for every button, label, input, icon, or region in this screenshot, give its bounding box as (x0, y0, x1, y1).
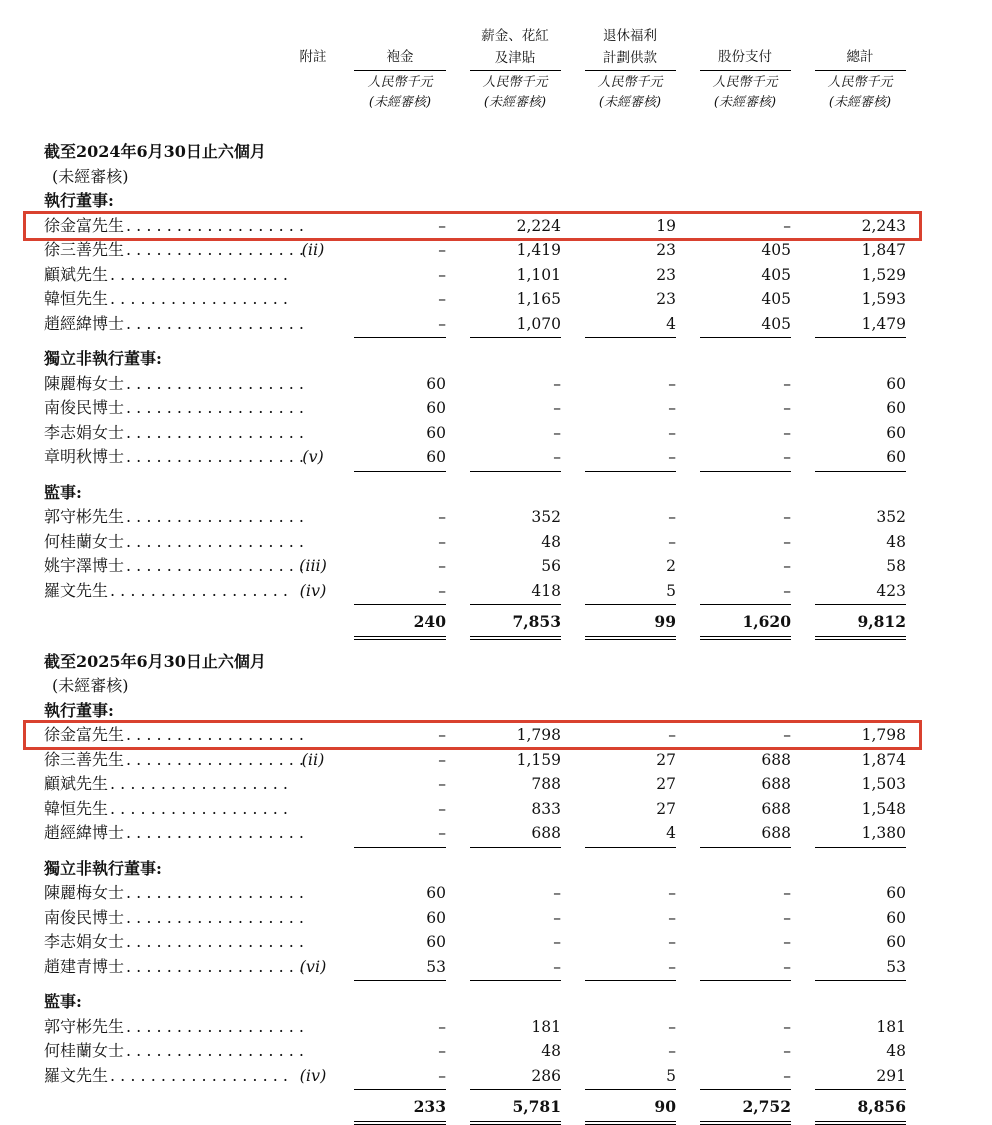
group-subtotal-rule (815, 604, 906, 605)
table-cell-value: 1,419 (516, 241, 561, 259)
total-double-rule (470, 1121, 561, 1122)
table-cell-value: – (438, 532, 446, 551)
table-total-value: 240 (413, 612, 446, 631)
director-name: 郭守彬先生 (44, 1016, 125, 1036)
director-name: 郭守彬先生 (44, 507, 125, 526)
table-cell-value: 1,159 (516, 750, 561, 769)
dot-leader: . . . . . . . . . . . . . . . . . . (126, 823, 305, 842)
group-subtotal-rule (815, 980, 906, 981)
director-name: 李志娟女士 (44, 932, 125, 951)
table-cell-value: – (783, 557, 791, 575)
director-name: 南俊民博士 (44, 907, 125, 927)
table-cell-value: 53 (886, 957, 906, 976)
column-header-rule (354, 70, 446, 71)
director-name: 南俊民博士 (44, 398, 125, 417)
table-cell-value: – (783, 216, 791, 235)
group-subtotal-rule (700, 847, 791, 848)
table-cell-value: 2 (666, 557, 676, 575)
column-header-rule (470, 70, 561, 71)
table-cell-value: – (668, 399, 676, 417)
total-double-rule (700, 639, 791, 640)
dot-leader: . . . . . . . . . . . . . . . . . . (126, 556, 305, 575)
director-name: 陳麗梅女士 (44, 373, 125, 393)
table-total-value: 90 (654, 1097, 676, 1116)
column-unit-label: (未經審核) (368, 95, 432, 110)
table-cell-value: 405 (761, 314, 791, 333)
group-subtotal-rule (470, 337, 561, 338)
period-heading: (未經審核) (52, 676, 129, 695)
table-cell-value: 405 (761, 241, 791, 259)
table-cell-value: – (668, 532, 676, 551)
dot-leader: . . . . . . . . . . . . . . . . . . (110, 798, 289, 818)
table-cell-value: 48 (886, 1042, 906, 1060)
table-cell-value: 4 (666, 824, 676, 842)
director-name: 顧斌先生 (44, 264, 109, 284)
director-name: 陳麗梅女士 (44, 883, 125, 902)
dot-leader: . . . . . . . . . . . . . . . . . . (126, 507, 305, 526)
table-cell-value: 48 (886, 532, 906, 551)
table-cell-value: 48 (541, 532, 561, 551)
note-reference: (vi) (299, 956, 327, 976)
table-cell-value: – (438, 824, 446, 842)
table-cell-value: 2,224 (516, 216, 561, 235)
table-cell-value: 405 (761, 265, 791, 284)
group-subtotal-rule (470, 471, 561, 472)
group-subtotal-rule (585, 337, 676, 338)
group-subtotal-rule (700, 1089, 791, 1090)
dot-leader: . . . . . . . . . . . . . . . . . . (126, 907, 305, 927)
table-total-value: 2,752 (742, 1097, 791, 1116)
table-total-value: 99 (654, 612, 676, 631)
table-total-value: 1,620 (742, 612, 791, 631)
group-subtotal-rule (815, 1089, 906, 1090)
column-header-title: 退休福利 (603, 28, 657, 44)
table-cell-value: – (668, 374, 676, 393)
director-name: 何桂蘭女士 (44, 531, 125, 551)
dot-leader: . . . . . . . . . . . . . . . . . . (126, 313, 305, 333)
table-cell-value: – (783, 448, 791, 466)
table-cell-value: 688 (761, 750, 791, 769)
table-total-value: 233 (413, 1097, 446, 1116)
total-double-rule (585, 636, 676, 637)
dot-leader: . . . . . . . . . . . . . . . . . . (110, 580, 289, 600)
total-double-rule (470, 639, 561, 640)
group-subtotal-rule (585, 471, 676, 472)
table-cell-value: 23 (656, 265, 676, 284)
group-subtotal-rule (815, 847, 906, 848)
group-subtotal-rule (354, 1089, 446, 1090)
table-total-value: 9,812 (857, 612, 906, 631)
total-double-rule (700, 1124, 791, 1125)
dot-leader: . . . . . . . . . . . . . . . . . . (126, 749, 305, 769)
dot-leader: . . . . . . . . . . . . . . . . . . (126, 215, 305, 235)
group-subtotal-rule (585, 980, 676, 981)
group-subtotal-rule (354, 337, 446, 338)
table-cell-value: 5 (666, 581, 676, 600)
table-cell-value: 286 (531, 1066, 561, 1085)
group-subtotal-rule (470, 1089, 561, 1090)
note-reference: (ii) (301, 749, 325, 769)
total-double-rule (815, 636, 906, 637)
table-cell-value: 5 (666, 1066, 676, 1085)
table-cell-value: – (783, 884, 791, 902)
period-heading: 截至2025年6月30日止六個月 (44, 651, 266, 671)
dot-leader: . . . . . . . . . . . . . . . . . . (126, 531, 305, 551)
table-cell-value: 23 (656, 290, 676, 308)
table-cell-value: – (783, 1017, 791, 1036)
table-cell-value: – (783, 581, 791, 600)
table-cell-value: 23 (656, 241, 676, 259)
column-header-title: 薪金、花紅 (481, 28, 549, 44)
group-subtotal-rule (470, 847, 561, 848)
table-cell-value: 405 (761, 290, 791, 308)
table-cell-value: 1,874 (861, 750, 906, 769)
table-cell-value: 833 (531, 799, 561, 818)
table-cell-value: – (553, 884, 561, 902)
dot-leader: . . . . . . . . . . . . . . . . . . (110, 1065, 289, 1085)
table-cell-value: 1,479 (861, 314, 906, 333)
dot-leader: . . . . . . . . . . . . . . . . . . (126, 725, 305, 744)
dot-leader: . . . . . . . . . . . . . . . . . . (126, 398, 305, 417)
table-cell-value: 181 (876, 1017, 906, 1036)
table-cell-value: 688 (761, 799, 791, 818)
table-cell-value: – (668, 448, 676, 466)
total-double-rule (700, 636, 791, 637)
director-name: 徐三善先生 (44, 240, 125, 259)
director-name: 姚宇澤博士 (44, 556, 125, 575)
table-cell-value: 60 (426, 884, 446, 902)
note-reference: (v) (302, 447, 324, 466)
column-unit-label: 人民幣千元 (482, 75, 548, 90)
table-cell-value: 418 (531, 581, 561, 600)
note-column-header: 附註 (299, 49, 327, 65)
table-cell-value: 60 (426, 374, 446, 393)
table-cell-value: 688 (761, 775, 791, 793)
table-cell-value: 1,165 (516, 290, 561, 308)
table-cell-value: – (553, 374, 561, 393)
table-total-value: 5,781 (512, 1097, 561, 1116)
table-cell-value: – (783, 399, 791, 417)
table-cell-value: 27 (656, 750, 676, 769)
table-cell-value: – (438, 1042, 446, 1060)
table-cell-value: – (438, 726, 446, 744)
note-reference: (iv) (299, 1065, 327, 1085)
table-cell-value: – (783, 957, 791, 976)
group-subtotal-rule (470, 604, 561, 605)
table-cell-value: 1,101 (516, 265, 561, 284)
total-double-rule (815, 1121, 906, 1122)
dot-leader: . . . . . . . . . . . . . . . . . . (126, 422, 305, 442)
table-cell-value: – (553, 423, 561, 442)
director-name: 羅文先生 (44, 1065, 109, 1085)
table-cell-value: 60 (426, 908, 446, 927)
table-cell-value: 1,548 (861, 799, 906, 818)
table-cell-value: 423 (876, 581, 906, 600)
group-subtotal-rule (354, 847, 446, 848)
table-cell-value: 19 (656, 216, 676, 235)
group-subtotal-rule (585, 604, 676, 605)
total-double-rule (470, 636, 561, 637)
group-subtotal-rule (815, 337, 906, 338)
group-subtotal-rule (354, 471, 446, 472)
table-cell-value: – (668, 423, 676, 442)
table-cell-value: 60 (886, 884, 906, 902)
total-double-rule (354, 1121, 446, 1122)
group-subtotal-rule (700, 604, 791, 605)
director-name: 徐三善先生 (44, 749, 125, 769)
table-cell-value: 60 (426, 399, 446, 417)
column-header-rule (815, 70, 906, 71)
table-cell-value: 1,070 (516, 314, 561, 333)
total-double-rule (354, 1124, 446, 1125)
dot-leader: . . . . . . . . . . . . . . . . . . (126, 447, 305, 466)
table-cell-value: 60 (426, 423, 446, 442)
table-cell-value: – (668, 884, 676, 902)
total-double-rule (585, 1121, 676, 1122)
group-subtotal-rule (815, 471, 906, 472)
table-cell-value: – (553, 399, 561, 417)
table-cell-value: 60 (886, 399, 906, 417)
group-label: 監事: (44, 992, 82, 1011)
group-label: 監事: (44, 482, 82, 502)
table-cell-value: – (668, 508, 676, 526)
table-cell-value: 58 (886, 557, 906, 575)
director-name: 趙建青博士 (44, 956, 125, 976)
column-header-rule (585, 70, 676, 71)
group-subtotal-rule (585, 847, 676, 848)
table-cell-value: – (783, 508, 791, 526)
director-name: 顧斌先生 (44, 774, 109, 793)
total-double-rule (585, 639, 676, 640)
dot-leader: . . . . . . . . . . . . . . . . . . (126, 956, 305, 976)
table-cell-value: 1,593 (861, 290, 906, 308)
table-cell-value: 60 (886, 423, 906, 442)
group-subtotal-rule (700, 980, 791, 981)
table-cell-value: 60 (886, 908, 906, 927)
column-unit-label: (未經審核) (713, 95, 777, 110)
column-unit-label: 人民幣千元 (597, 75, 663, 90)
column-header-title: 袍金 (386, 49, 414, 65)
table-total-value: 7,853 (512, 612, 561, 631)
table-cell-value: – (783, 908, 791, 927)
dot-leader: . . . . . . . . . . . . . . . . . . (126, 1041, 305, 1060)
group-label: 執行董事: (44, 191, 114, 210)
dot-leader: . . . . . . . . . . . . . . . . . . (126, 1016, 305, 1036)
table-cell-value: 181 (531, 1017, 561, 1036)
group-subtotal-rule (354, 604, 446, 605)
group-subtotal-rule (354, 980, 446, 981)
group-subtotal-rule (585, 1089, 676, 1090)
dot-leader: . . . . . . . . . . . . . . . . . . (126, 373, 305, 393)
dot-leader: . . . . . . . . . . . . . . . . . . (126, 883, 305, 902)
note-reference: (iii) (299, 556, 327, 575)
dot-leader: . . . . . . . . . . . . . . . . . . (110, 264, 289, 284)
table-cell-value: 788 (531, 775, 561, 793)
director-name: 徐金富先生 (44, 725, 125, 744)
table-cell-value: – (668, 1017, 676, 1036)
total-double-rule (585, 1124, 676, 1125)
group-subtotal-rule (700, 337, 791, 338)
table-cell-value: – (668, 957, 676, 976)
table-cell-value: 1,380 (861, 824, 906, 842)
table-cell-value: – (438, 290, 446, 308)
director-name: 何桂蘭女士 (44, 1041, 125, 1060)
table-cell-value: – (438, 750, 446, 769)
note-reference: (iv) (299, 580, 327, 600)
note-reference: (ii) (301, 240, 325, 259)
director-name: 韓恒先生 (44, 798, 109, 818)
table-cell-value: 1,529 (861, 265, 906, 284)
total-double-rule (354, 639, 446, 640)
table-cell-value: – (438, 1066, 446, 1085)
table-cell-value: – (438, 581, 446, 600)
table-cell-value: 1,798 (516, 726, 561, 744)
table-cell-value: 688 (761, 824, 791, 842)
group-subtotal-rule (700, 471, 791, 472)
column-unit-label: (未經審核) (828, 95, 892, 110)
table-cell-value: 1,847 (861, 241, 906, 259)
table-cell-value: – (553, 908, 561, 927)
table-cell-value: 53 (426, 957, 446, 976)
table-cell-value: 56 (541, 557, 561, 575)
column-header-title: 股份支付 (718, 49, 772, 65)
table-cell-value: 1,503 (861, 775, 906, 793)
table-cell-value: – (668, 726, 676, 744)
table-cell-value: – (668, 933, 676, 951)
table-cell-value: 60 (886, 374, 906, 393)
column-unit-label: (未經審核) (598, 95, 662, 110)
director-name: 韓恒先生 (44, 289, 109, 308)
table-cell-value: 27 (656, 799, 676, 818)
group-label: 獨立非執行董事: (44, 349, 162, 368)
table-cell-value: – (783, 423, 791, 442)
table-cell-value: – (553, 933, 561, 951)
table-cell-value: – (438, 241, 446, 259)
director-name: 徐金富先生 (44, 215, 125, 235)
dot-leader: . . . . . . . . . . . . . . . . . . (110, 774, 289, 793)
table-cell-value: – (438, 1017, 446, 1036)
highlight-box (23, 211, 922, 241)
table-cell-value: 352 (531, 508, 561, 526)
table-cell-value: – (783, 374, 791, 393)
director-name: 趙經緯博士 (44, 313, 125, 333)
table-cell-value: 48 (541, 1042, 561, 1060)
total-double-rule (700, 1121, 791, 1122)
table-cell-value: 60 (426, 933, 446, 951)
table-cell-value: 4 (666, 314, 676, 333)
table-cell-value: 688 (531, 824, 561, 842)
table-cell-value: 2,243 (861, 216, 906, 235)
director-name: 章明秋博士 (44, 447, 125, 466)
group-subtotal-rule (470, 980, 561, 981)
column-header-title: 總計 (846, 49, 874, 65)
table-cell-value: 60 (886, 448, 906, 466)
table-cell-value: – (438, 265, 446, 284)
director-name: 李志娟女士 (44, 422, 125, 442)
column-unit-label: 人民幣千元 (827, 75, 893, 90)
total-double-rule (354, 636, 446, 637)
table-cell-value: – (783, 1042, 791, 1060)
table-total-value: 8,856 (857, 1097, 906, 1116)
total-double-rule (470, 1124, 561, 1125)
table-cell-value: 60 (886, 933, 906, 951)
table-cell-value: – (783, 1066, 791, 1085)
table-cell-value: – (783, 726, 791, 744)
table-cell-value: 27 (656, 775, 676, 793)
table-cell-value: – (438, 216, 446, 235)
dot-leader: . . . . . . . . . . . . . . . . . . (126, 932, 305, 951)
group-label: 獨立非執行董事: (44, 858, 162, 878)
column-unit-label: (未經審核) (483, 95, 547, 110)
group-label: 執行董事: (44, 700, 114, 720)
total-double-rule (815, 1124, 906, 1125)
column-header-title: 及津貼 (494, 50, 536, 66)
director-name: 趙經緯博士 (44, 823, 125, 842)
dot-leader: . . . . . . . . . . . . . . . . . . (110, 289, 289, 308)
column-unit-label: 人民幣千元 (712, 75, 778, 90)
period-heading: 截至2024年6月30日止六個月 (44, 142, 266, 161)
table-cell-value: – (438, 508, 446, 526)
table-cell-value: – (438, 775, 446, 793)
table-cell-value: 291 (876, 1066, 906, 1085)
column-header-title: 計劃供款 (603, 50, 657, 66)
table-cell-value: – (783, 532, 791, 551)
table-cell-value: – (783, 933, 791, 951)
table-cell-value: 352 (876, 508, 906, 526)
table-cell-value: – (668, 908, 676, 927)
table-cell-value: – (553, 448, 561, 466)
table-cell-value: – (438, 557, 446, 575)
column-header-rule (700, 70, 791, 71)
table-cell-value: 1,798 (861, 726, 906, 744)
table-cell-value: – (553, 957, 561, 976)
table-cell-value: 60 (426, 448, 446, 466)
highlight-box (23, 720, 922, 750)
period-heading: (未經審核) (52, 166, 129, 186)
table-cell-value: – (438, 799, 446, 818)
dot-leader: . . . . . . . . . . . . . . . . . . (126, 240, 305, 259)
column-unit-label: 人民幣千元 (367, 75, 433, 90)
director-name: 羅文先生 (44, 580, 109, 600)
table-cell-value: – (438, 314, 446, 333)
table-cell-value: – (668, 1042, 676, 1060)
total-double-rule (815, 639, 906, 640)
